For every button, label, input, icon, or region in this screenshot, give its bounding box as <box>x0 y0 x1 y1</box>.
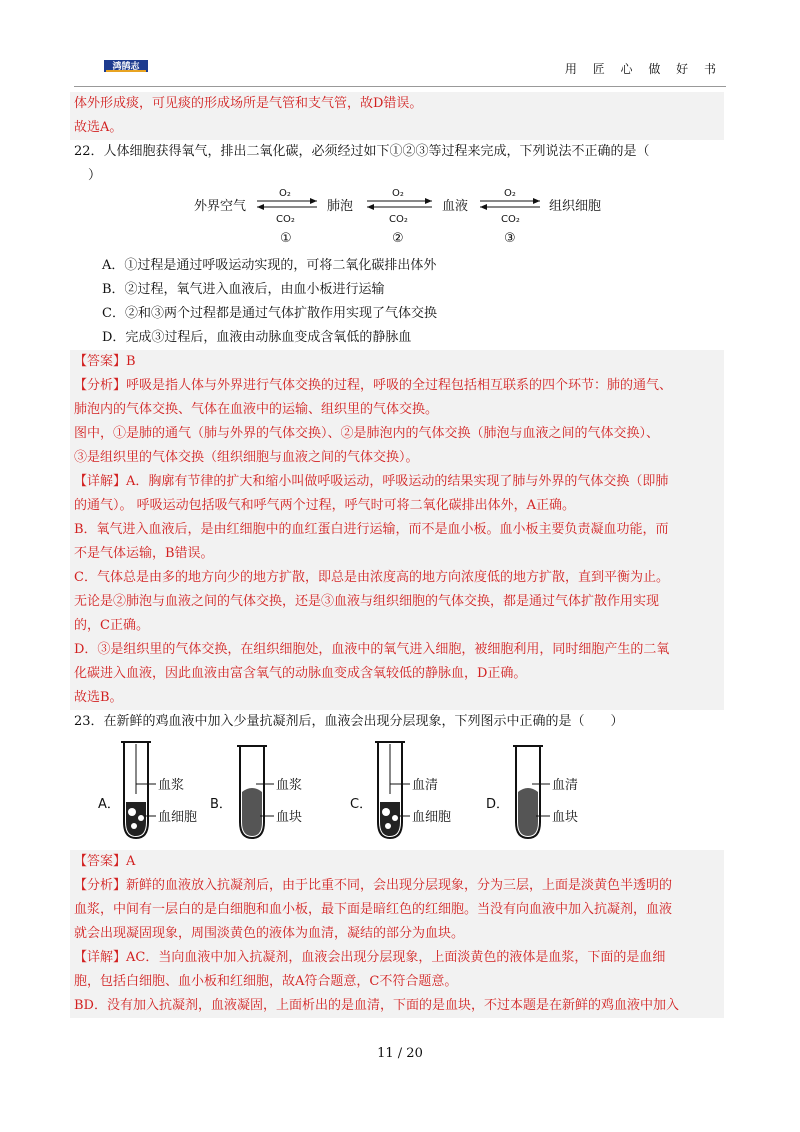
q23-analysis-2: 血浆，中间有一层白的是白细胞和血小板，最下面是暗红色的红细胞。当没有向血液中加入抗凝剂，血液 <box>74 902 673 917</box>
q23-detail-bd-1: BD．没有加入抗凝剂，血液凝固，上面析出的是血清，下面的是血块，不过本题是在新鲜的鸡血液中加入 <box>74 998 679 1013</box>
tube-a-upper-label: 血浆 <box>158 778 185 793</box>
q22-detail-c-1: C．气体总是由多的地方向少的地方扩散，即总是由浓度高的地方向浓度低的地方扩散，直到平衡为止。 <box>74 570 669 585</box>
header-divider <box>74 86 726 87</box>
q22-detail-b-1: B．氧气进入血液后，是由红细胞中的血红蛋白进行运输，而不是血小板。血小板主要负责凝血功能，而 <box>74 522 669 537</box>
answer-tag: 【答案】 <box>74 354 127 369</box>
q23-detail-ac-2: 胞，包括白细胞、血小板和红细胞，故A符合题意，C不符合题意。 <box>74 974 458 989</box>
tube-d-upper-label: 血清 <box>552 778 579 793</box>
page-number: 11 / 20 <box>377 1046 423 1061</box>
logo-text: 鸿鹄志 <box>112 62 140 72</box>
label-o2-1: O₂ <box>279 188 291 199</box>
q22-analysis-2: 肺泡内的气体交换、气体在血液中的运输、组织里的气体交换。 <box>74 402 439 417</box>
q22-detail-c-2: 无论是②肺泡与血液之间的气体交换，还是③血液与组织细胞的气体交换，都是通过气体扩散作用实现 <box>74 594 660 609</box>
detail-tag: 【详解】 <box>74 950 127 965</box>
label-o2-3: O₂ <box>504 188 516 199</box>
tube-b-lower-label: 血块 <box>276 810 303 825</box>
analysis-tag: 【分析】 <box>74 878 127 893</box>
label-o2-2: O₂ <box>392 188 404 199</box>
q22-solution <box>70 350 724 710</box>
q22-analysis-3: 图中，①是肺的通气（肺与外界的气体交换）、②是肺泡内的气体交换（肺泡与血液之间的气体交换）、 <box>74 426 660 441</box>
q22-detail-a-1: A．胸廓有节律的扩大和缩小叫做呼吸运动，呼吸运动的结果实现了肺与外界的气体交换（即肺 <box>126 474 669 489</box>
label-co2-1: CO₂ <box>276 214 295 225</box>
prev-explanation-line: 体外形成痰，可见痰的形成场所是气管和支气管，故D错误。 <box>74 96 423 111</box>
prev-conclusion: 故选A。 <box>74 120 123 135</box>
analysis-tag: 【分析】 <box>74 378 127 393</box>
q22-option-d: D．完成③过程后，血液由动脉血变成含氧低的静脉血 <box>102 330 412 345</box>
test-tube-figure <box>74 734 724 844</box>
tube-a-lower-label: 血细胞 <box>158 810 198 825</box>
node-alveoli: 肺泡 <box>327 199 354 214</box>
tube-a-letter: A． <box>98 797 120 812</box>
q22-stem: 22．人体细胞获得氧气，排出二氧化碳，必须经过如下①②③等过程来完成，下列说法不正确的是（ <box>74 144 650 159</box>
q22-detail-d-2: 化碳进入血液，因此血液由富含氧气的动脉血变成含氧较低的静脉血，D正确。 <box>74 666 527 681</box>
q22-option-c: C．②和③两个过程都是通过气体扩散作用实现了气体交换 <box>102 306 437 321</box>
page-content <box>74 92 724 1018</box>
label-co2-3: CO₂ <box>501 214 520 225</box>
q22-detail-a-2: 的通气）。 呼吸运动包括吸气和呼气两个过程，呼气时可将二氧化碳排出体外，A正确。 <box>74 498 576 513</box>
tube-d-letter: D． <box>486 797 510 812</box>
q22-detail-c-3: 的，C正确。 <box>74 618 149 633</box>
q23-stem: 23．在新鲜的鸡血液中加入少量抗凝剂后，血液会出现分层现象，下列图示中正确的是（ ） <box>74 714 624 729</box>
question-22 <box>74 140 724 710</box>
question-23 <box>74 710 724 1018</box>
q23-test-tube-options <box>74 734 724 844</box>
tube-d-lower-label: 血块 <box>552 810 579 825</box>
previous-answer-tail <box>70 92 724 140</box>
tube-c-upper-label: 血清 <box>412 778 439 793</box>
node-outside-air: 外界空气 <box>194 199 247 214</box>
tube-b-letter: B． <box>210 797 232 812</box>
q22-detail-b-2: 不是气体运输，B错误。 <box>74 546 214 561</box>
answer-tag: 【答案】 <box>74 854 127 869</box>
tube-c-lower-label: 血细胞 <box>412 810 452 825</box>
q23-analysis-3: 就会出现凝固现象，周围淡黄色的液体为血清，凝结的部分为血块。 <box>74 926 465 941</box>
header-motto: 用 匠 心 做 好 书 <box>564 62 722 76</box>
process-2-marker: ② <box>392 231 404 246</box>
gas-exchange-figure <box>74 188 724 280</box>
q23-answer: A <box>126 854 136 869</box>
detail-tag: 【详解】 <box>74 474 127 489</box>
q22-option-b: B．②过程，氧气进入血液后，由血小板进行运输 <box>102 282 385 297</box>
process-3-marker: ③ <box>504 231 516 246</box>
q22-analysis-1: 呼吸是指人体与外界进行气体交换的过程，呼吸的全过程包括相互联系的四个环节：肺的通气、 <box>126 378 673 393</box>
node-tissue-cells: 组织细胞 <box>549 199 602 214</box>
label-co2-2: CO₂ <box>389 214 408 225</box>
q22-analysis-4: ③是组织里的气体交换（组织细胞与血液之间的气体交换）。 <box>74 450 419 465</box>
q23-solution <box>70 850 724 1018</box>
node-blood: 血液 <box>442 199 469 214</box>
tube-b-clot <box>242 788 262 836</box>
q22-detail-d-1: D．③是组织里的气体交换，在组织细胞处，血液中的氧气进入细胞，被细胞利用，同时细胞产生的二氧 <box>74 642 670 657</box>
tube-d-clot <box>518 788 538 836</box>
q22-answer: B <box>126 354 136 369</box>
publisher-logo <box>104 58 148 74</box>
q23-analysis-1: 新鲜的血液放入抗凝剂后，由于比重不同，会出现分层现象，分为三层，上面是淡黄色半透明的 <box>126 878 673 893</box>
q22-conclusion: 故选B。 <box>74 690 123 705</box>
q23-detail-ac-1: AC．当向血液中加入抗凝剂，血液会出现分层现象，上面淡黄色的液体是血浆，下面的是血细 <box>126 950 666 965</box>
tube-c-letter: C． <box>350 797 373 812</box>
process-1-marker: ① <box>280 231 292 246</box>
q22-option-a: A．①过程是通过呼吸运动实现的，可将二氧化碳排出体外 <box>102 258 437 273</box>
q22-stem-close: ） <box>88 168 102 183</box>
q22-gas-exchange-diagram <box>74 188 724 280</box>
tube-b-upper-label: 血浆 <box>276 778 303 793</box>
